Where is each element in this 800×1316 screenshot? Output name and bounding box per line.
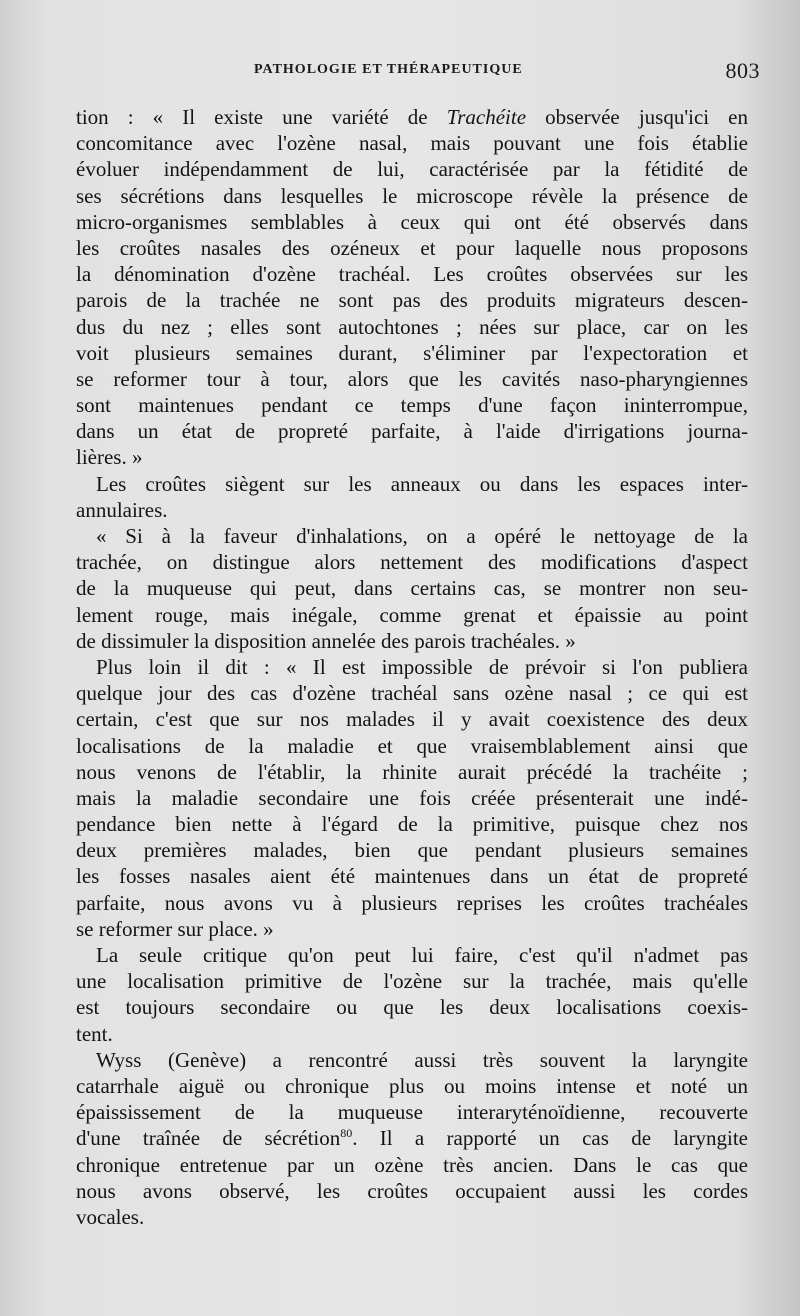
text-line: se reformer sur place. » xyxy=(76,916,274,941)
text-line: deux premières malades, bien que pendant plusieurs semaines xyxy=(76,838,748,863)
body-text xyxy=(76,104,748,1230)
text-line: La seule critique qu'on peut lui faire, c'est qu'il n'admet pas xyxy=(96,943,748,967)
text-line: de dissimuler la disposition annelée des parois trachéales. » xyxy=(76,628,576,653)
text-line: certain, c'est que sur nos malades il y avait coexistence des deux xyxy=(76,707,748,732)
text-line: voit plusieurs semaines durant, s'éliminer par l'expectoration et xyxy=(76,340,748,365)
text-line: parois de la trachée ne sont pas des produits migrateurs descen- xyxy=(76,288,748,313)
text-line: sont maintenues pendant ce temps d'une façon ininterrompue, xyxy=(76,393,748,418)
text-line: vocales. xyxy=(76,1204,145,1229)
text-line: d'une traînée de sécrétion$^{80}$. Il a rapporté un cas de laryngite xyxy=(76,1126,748,1151)
text-line: la dénomination d'ozène trachéal. Les croûtes observées sur les xyxy=(76,262,748,287)
text-line: évoluer indépendamment de lui, caractérisée par la fétidité de xyxy=(76,157,748,182)
text-line: lières. » xyxy=(76,445,143,470)
text-line: annulaires. xyxy=(76,497,168,522)
page-header xyxy=(76,56,760,86)
text-line: chronique entretenue par un ozène très ancien. Dans le cas que xyxy=(76,1152,748,1177)
text-line: les croûtes nasales des ozéneux et pour laquelle nous proposons xyxy=(76,235,748,260)
text-line: est toujours secondaire ou que les deux localisations coexis- xyxy=(76,995,748,1020)
text-line: quelque jour des cas d'ozène trachéal sans ozène nasal ; ce qui est xyxy=(76,681,748,706)
text-line: « Si à la faveur d'inhalations, on a opéré le nettoyage de la xyxy=(96,524,748,548)
text-line: micro-organismes semblables à ceux qui ont été observés dans xyxy=(76,209,748,234)
text-line: Wyss (Genève) a rencontré aussi très souvent la laryngite xyxy=(96,1047,748,1072)
text-line: épaississement de la muqueuse interaryténoïdienne, recouverte xyxy=(76,1100,748,1125)
text-line: se reformer tour à tour, alors que les cavités naso-pharyngiennes xyxy=(76,366,748,391)
text-line: Les croûtes siègent sur les anneaux ou dans les espaces inter- xyxy=(96,471,748,496)
text-line: pendance bien nette à l'égard de la primitive, puisque chez nos xyxy=(76,812,748,837)
text-line: concomitance avec l'ozène nasal, mais pouvant une fois établie xyxy=(76,131,748,156)
footnote-reference: 80 xyxy=(340,1126,353,1141)
italic-term: Trachéite xyxy=(446,105,527,129)
text-line: mais la maladie secondaire une fois créée présenterait une indé- xyxy=(76,785,748,810)
text-line: les fosses nasales aient été maintenues dans un état de propreté xyxy=(76,864,748,889)
text-line: catarrhale aiguë ou chronique plus ou moins intense et noté un xyxy=(76,1073,748,1098)
text-line: Plus loin il dit : « Il est impossible de prévoir si l'on publiera xyxy=(96,654,748,679)
text-line: dus du nez ; elles sont autochtones ; nées sur place, car on les xyxy=(76,314,748,339)
text-line: une localisation primitive de l'ozène sur la trachée, mais qu'elle xyxy=(76,969,748,994)
text-line: ses sécrétions dans lesquelles le microscope révèle la présence de xyxy=(76,183,748,208)
text-line: localisations de la maladie et que vraisemblablement ainsi que xyxy=(76,733,748,758)
running-head: PATHOLOGIE ET THÉRAPEUTIQUE xyxy=(254,62,523,77)
text-line: trachée, on distingue alors nettement des modifications d'aspect xyxy=(76,550,748,575)
text-line: nous venons de l'établir, la rhinite aurait précédé la trachéite ; xyxy=(76,759,748,784)
text-line: tent. xyxy=(76,1021,113,1046)
text-line: de la muqueuse qui peut, dans certains cas, se montrer non seu- xyxy=(76,576,748,601)
text-line: dans un état de propreté parfaite, à l'aide d'irrigations journa- xyxy=(76,419,748,444)
text-line: tion : « Il existe une variété de Trachéite observée jusqu'ici en xyxy=(76,105,748,129)
text-line: lement rouge, mais inégale, comme grenat et épaissie au point xyxy=(76,602,748,627)
text-line: parfaite, nous avons vu à plusieurs reprises les croûtes trachéales xyxy=(76,890,748,915)
page-number: 803 xyxy=(725,58,760,83)
text-line: nous avons observé, les croûtes occupaient aussi les cordes xyxy=(76,1178,748,1203)
